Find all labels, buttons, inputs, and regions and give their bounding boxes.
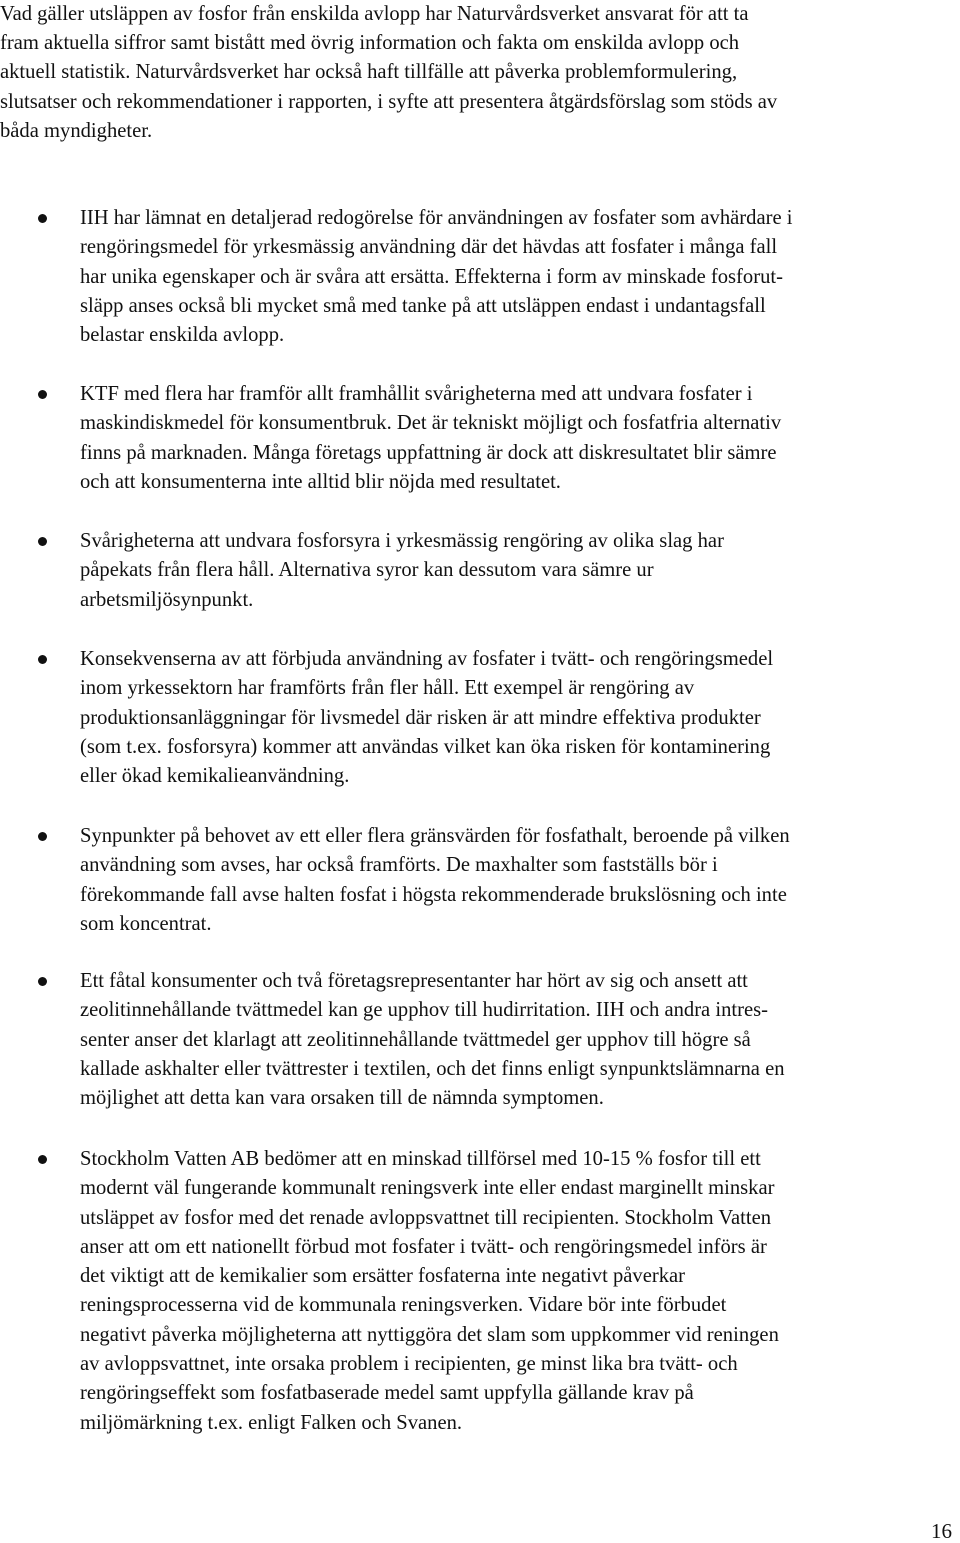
bullet-line: Stockholm Vatten AB bedömer att en minskad tillförsel med 10-15 % fosfor till ett — [80, 1148, 761, 1170]
page-number: 16 — [931, 1519, 952, 1543]
bullet-icon — [38, 977, 47, 986]
bullet-text — [80, 822, 790, 939]
bullet-line: IIH har lämnat en detaljerad redogörelse för användningen av fosfater som avhärdare i — [80, 207, 793, 229]
bullet-text — [80, 204, 792, 350]
bullet-text — [80, 1145, 779, 1438]
bullet-line: rengöringsmedel för yrkesmässig användning där det hävdas att fosfater i många fall — [80, 236, 778, 259]
bullet-line: kallade askhalter eller tvättrester i textilen, och det finns enligt synpunktslämnarna en — [80, 1057, 785, 1080]
bullet-line: som koncentrat. — [80, 912, 212, 935]
bullet-line: negativt påverka möjligheterna att nyttiggöra det slam som uppkommer vid reningen — [80, 1323, 779, 1346]
bullet-line: eller ökad kemikalieanvändning. — [80, 765, 350, 788]
intro-line: slutsatser och rekommendationer i rapporten, i syfte att presentera åtgärdsförslag som stöds av — [0, 90, 778, 113]
bullet-text — [80, 527, 724, 615]
intro-line: Vad gäller utsläppen av fosfor från enskilda avlopp har Naturvårdsverket ansvarat för att ta — [0, 3, 749, 25]
bullet-line: inom yrkessektorn har framförts från fler håll. Ett exempel är rengöring av — [80, 677, 695, 700]
bullet-icon — [38, 655, 47, 664]
bullet-line: användning som avses, har också framförts. De maxhalter som fastställs bör i — [80, 854, 718, 877]
bullet-line: släpp anses också bli mycket små med tanke på att utsläppen endast i undantagsfall — [80, 294, 766, 317]
intro-line: båda myndigheter. — [0, 119, 153, 142]
bullet-icon — [38, 1155, 47, 1164]
bullet-icon — [38, 214, 47, 223]
bullet-line: har unika egenskaper och är svåra att ersätta. Effekterna i form av minskade fosforut- — [80, 265, 783, 288]
bullet-line: påpekats från flera håll. Alternativa syror kan dessutom vara sämre ur — [80, 559, 654, 582]
bullet-icon — [38, 390, 47, 399]
bullet-line: (som t.ex. fosforsyra) kommer att användas vilket kan öka risken för kontaminering — [80, 735, 771, 758]
bullet-line: produktionsanläggningar för livsmedel där risken är att mindre effektiva produkter — [80, 706, 761, 729]
bullet-line: Ett fåtal konsumenter och två företagsrepresentanter har hört av sig och ansett att — [80, 970, 748, 992]
intro-line: fram aktuella siffror samt bistått med övrig information och fakta om enskilda avlopp och — [0, 32, 740, 55]
bullet-text — [80, 380, 781, 497]
bullet-line: möjlighet att detta kan vara orsaken till de nämnda symptomen. — [80, 1087, 604, 1110]
bullet-line: Synpunkter på behovet av ett eller flera gränsvärden för fosfathalt, beroende på vilken — [80, 825, 790, 847]
bullet-line: finns på marknaden. Många företags uppfattning är dock att diskresultatet blir sämre — [80, 441, 777, 464]
bullet-line: zeolitinnehållande tvättmedel kan ge upphov till hudirritation. IIH och andra intres- — [80, 999, 768, 1022]
bullet-line: arbetsmiljösynpunkt. — [80, 588, 254, 611]
bullet-line: Konsekvenserna av att förbjuda användning av fosfater i tvätt- och rengöringsmedel — [80, 648, 774, 670]
bullet-line: utsläppet av fosfor med det renade avloppsvattnet till recipienten. Stockholm Vatten — [80, 1206, 772, 1229]
bullet-line: det viktigt att de kemikalier som ersätter fosfaterna inte negativt påverkar — [80, 1265, 685, 1288]
bullet-icon — [38, 832, 47, 841]
bullet-line: Svårigheterna att undvara fosforsyra i yrkesmässig rengöring av olika slag har — [80, 530, 724, 552]
bullet-line: av avloppsvattnet, inte orsaka problem i recipienten, ge minst lika bra tvätt- och — [80, 1353, 738, 1376]
intro-line: aktuell statistik. Naturvårdsverket har också haft tillfälle att påverka problemformulering, — [0, 61, 738, 84]
bullet-icon — [38, 537, 47, 546]
bullet-line: förekommande fall avse halten fosfat i högsta rekommenderade brukslösning och inte — [80, 883, 787, 906]
bullet-line: miljömärkning t.ex. enligt Falken och Svanen. — [80, 1411, 463, 1434]
bullet-line: KTF med flera har framför allt framhållit svårigheterna med att undvara fosfater i — [80, 383, 753, 405]
bullet-line: modernt väl fungerande kommunalt reningsverk inte eller endast marginellt minskar — [80, 1177, 775, 1200]
bullet-line: belastar enskilda avlopp. — [80, 324, 285, 347]
bullet-text — [80, 967, 785, 1113]
bullet-line: reningsprocesserna vid de kommunala reningsverken. Vidare bör inte förbudet — [80, 1294, 727, 1317]
bullet-line: senter anser det klarlagt att zeolitinnehållande tvättmedel ger upphov till högre så — [80, 1028, 751, 1051]
bullet-line: och att konsumenterna inte alltid blir nöjda med resultatet. — [80, 470, 561, 493]
intro-paragraph — [0, 0, 960, 146]
bullet-line: maskindiskmedel för konsumentbruk. Det är tekniskt möjligt och fosfatfria alternativ — [80, 412, 782, 435]
bullet-text — [80, 645, 773, 791]
bullet-line: rengöringseffekt som fosfatbaserade medel samt uppfylla gällande krav på — [80, 1382, 694, 1405]
bullet-line: anser att om ett nationellt förbud mot fosfater i tvätt- och rengöringsmedel införs är — [80, 1235, 767, 1258]
